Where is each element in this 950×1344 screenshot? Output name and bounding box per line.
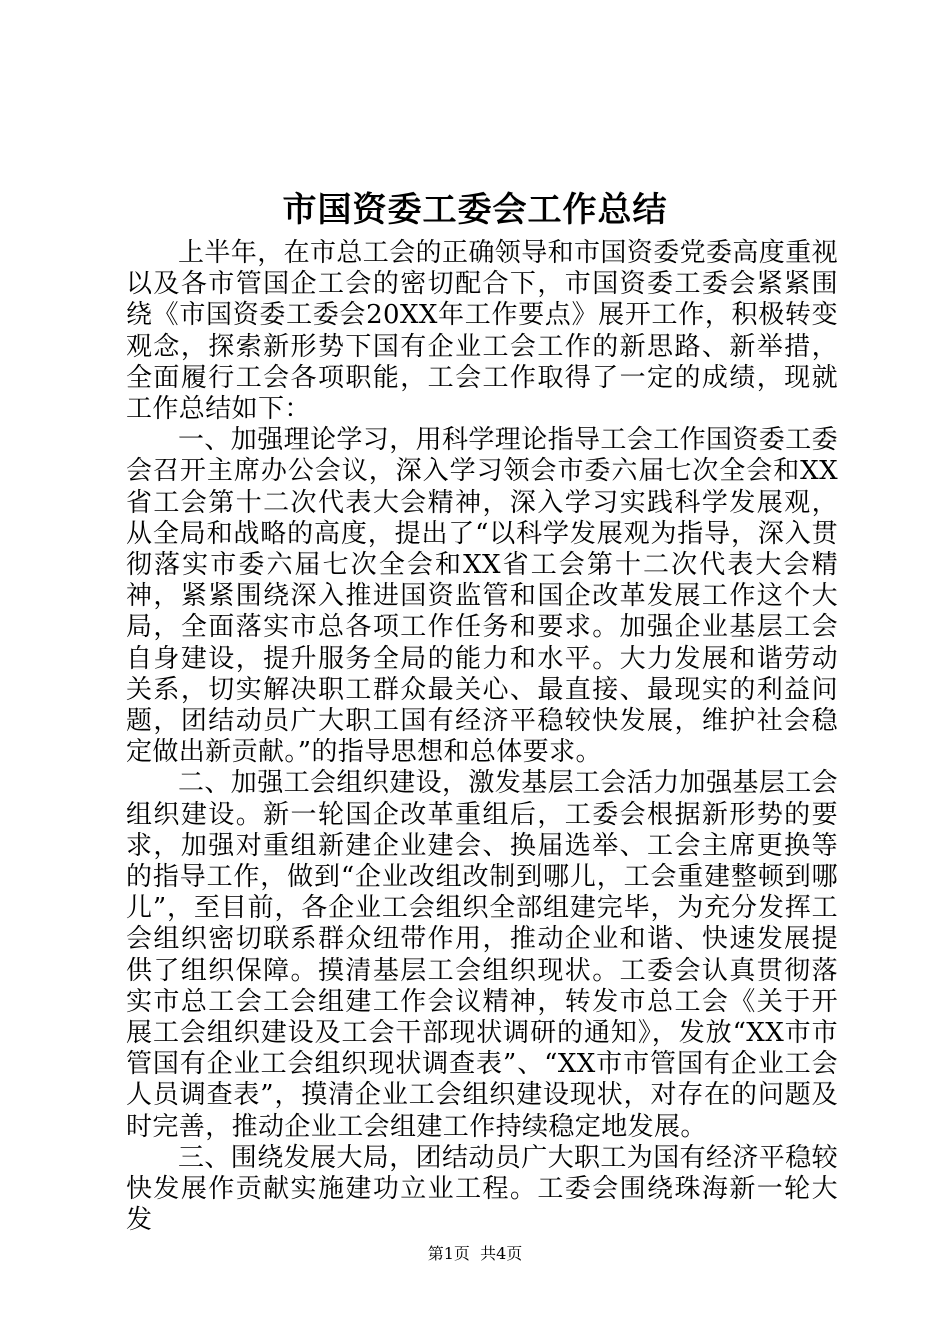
paragraph-intro: 上半年，在市总工会的正确领导和市国资委党委高度重视以及各市管国企工会的密切配合下，市国资委工委会紧紧围绕《市国资委工委会20XX年工作要点》展开工作，积极转变观念，探索新形势下国有企业工会工作的新思路、新举措，全面履行工会各项职能，工会工作取得了一定的成绩，现就工作总结如下： — [126, 238, 839, 425]
paragraph-section-1: 一、加强理论学习，用科学理论指导工会工作国资委工委会召开主席办公会议，深入学习领会市委六届七次全会和XX省工会第十二次代表大会精神，深入学习实践科学发展观，从全局和战略的高度，提出了“以科学发展观为指导，深入贯彻落实市委六届七次全会和XX省工会第十二次代表大会精神，紧紧围绕深入推进国资监管和国企改革发展工作这个大局，全面落实市总各项工作任务和要求。加强企业基层工会自身建设，提升服务全局的能力和水平。大力发展和谐劳动关系，切实解决职工群众最关心、最直接、最现实的利益问题，团结动员广大职工国有经济平稳较快发展，维护社会稳定做出新贡献。”的指导思想和总体要求。 — [126, 425, 839, 768]
paragraph-section-2: 二、加强工会组织建设，激发基层工会活力加强基层工会组织建设。新一轮国企改革重组后，工委会根据新形势的要求，加强对重组新建企业建会、换届选举、工会主席更换等的指导工作，做到“企业改组改制到哪儿，工会重建整顿到哪儿”，至目前，各企业工会组织全部组建完毕，为充分发挥工会组织密切联系群众纽带作用，推动企业和谐、快速发展提供了组织保障。摸清基层工会组织现状。工委会认真贯彻落实市总工会工会组建工作会议精神，转发市总工会《关于开展工会组织建设及工会干部现状调研的通知》，发放“XX市市管国有企业工会组织现状调查表”、“XX市市管国有企业工会人员调查表”，摸清企业工会组织建设现状，对存在的问题及时完善，推动企业工会组建工作持续稳定地发展。 — [126, 768, 839, 1142]
page-total: 共4页 — [480, 1244, 523, 1263]
paragraph-section-3: 三、围绕发展大局，团结动员广大职工为国有经济平稳较快发展作贡献实施建功立业工程。工委会围绕珠海新一轮大发 — [126, 1142, 839, 1236]
page-footer — [0, 1243, 950, 1265]
page-number: 第1页 — [427, 1244, 470, 1263]
document-title: 市国资委工委会工作总结 — [282, 190, 668, 230]
footer-spacer — [470, 1244, 480, 1263]
document-body — [126, 238, 838, 1237]
